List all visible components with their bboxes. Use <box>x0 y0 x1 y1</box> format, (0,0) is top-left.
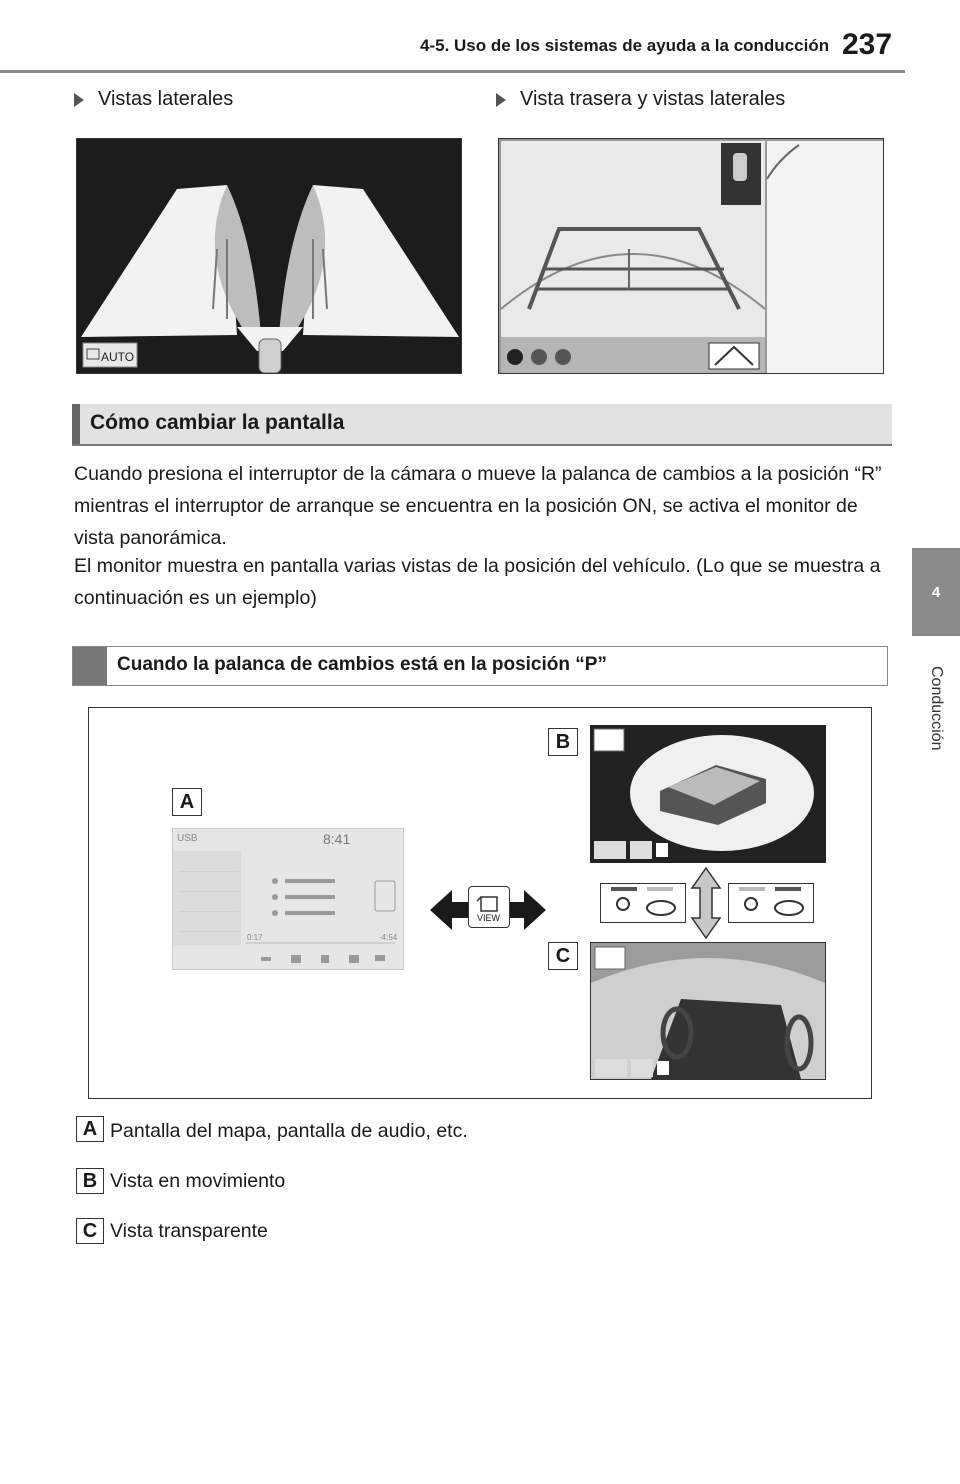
bullet-triangle-icon <box>496 93 506 107</box>
view-button-label: VIEW <box>476 913 500 923</box>
clock: 8:41 <box>323 831 351 847</box>
callout-a: A <box>172 788 202 816</box>
legend-c-text: Vista transparente <box>110 1220 268 1242</box>
paragraph-1: Cuando presiona el interruptor de la cámara o mueve la palanca de cambios a la posición “R” mientras el interruptor de arranque se encuentra en la posición ON, se activa el monitor de vista panorámica. <box>74 463 882 549</box>
audio-screen <box>172 828 404 970</box>
legend-b-box: B <box>76 1168 104 1194</box>
view-label-rear-side: Vista trasera y vistas laterales <box>496 88 785 111</box>
rear-side-views-illustration <box>499 139 884 374</box>
remaining-time: -4:54 <box>379 933 398 942</box>
callout-b: B <box>548 728 578 756</box>
view-mode-toggle-right <box>728 883 814 923</box>
view-mode-vertical-arrow <box>690 866 722 940</box>
legend-a-box: A <box>76 1116 104 1142</box>
auto-badge: AUTO <box>101 350 135 364</box>
page-number: 237 <box>842 28 893 61</box>
usb-source-label: USB <box>177 833 198 844</box>
audio-track-info <box>245 859 401 969</box>
view-label-side: Vistas laterales <box>74 88 233 111</box>
subsection-heading-text: Cuando la palanca de cambios está en la posición “P” <box>117 654 607 675</box>
view-button-icon <box>468 886 510 928</box>
chapter-tab-number: 4 <box>912 548 960 636</box>
legend-b-text: Vista en movimiento <box>110 1170 286 1192</box>
bullet-triangle-icon <box>74 93 84 107</box>
header-section-title: 4-5. Uso de los sistemas de ayuda a la conducción <box>420 36 830 55</box>
view-mode-toggle-left <box>600 883 686 923</box>
moving-view-screen <box>590 725 826 863</box>
section-heading <box>72 404 892 446</box>
moving-view-illustration <box>590 725 826 863</box>
callout-c: C <box>548 942 578 970</box>
chapter-tab-label: Conducción <box>928 665 945 751</box>
elapsed-time: 0:17 <box>247 933 263 942</box>
legend-a-text: Pantalla del mapa, pantalla de audio, etc. <box>110 1120 468 1142</box>
transparent-view-screen <box>590 942 826 1080</box>
legend-c-box: C <box>76 1218 104 1244</box>
subsection-heading <box>72 646 888 686</box>
paragraph-2: El monitor muestra en pantalla varias vistas de la posición del vehículo. (Lo que se muestra a continuación es un ejemplo) <box>74 555 881 609</box>
side-views-image <box>76 138 462 374</box>
section-heading-text: Cómo cambiar la pantalla <box>90 411 345 434</box>
side-views-illustration <box>77 139 462 374</box>
rear-side-views-image <box>498 138 884 374</box>
header-rule <box>0 70 905 73</box>
transparent-view-illustration <box>591 943 825 1079</box>
